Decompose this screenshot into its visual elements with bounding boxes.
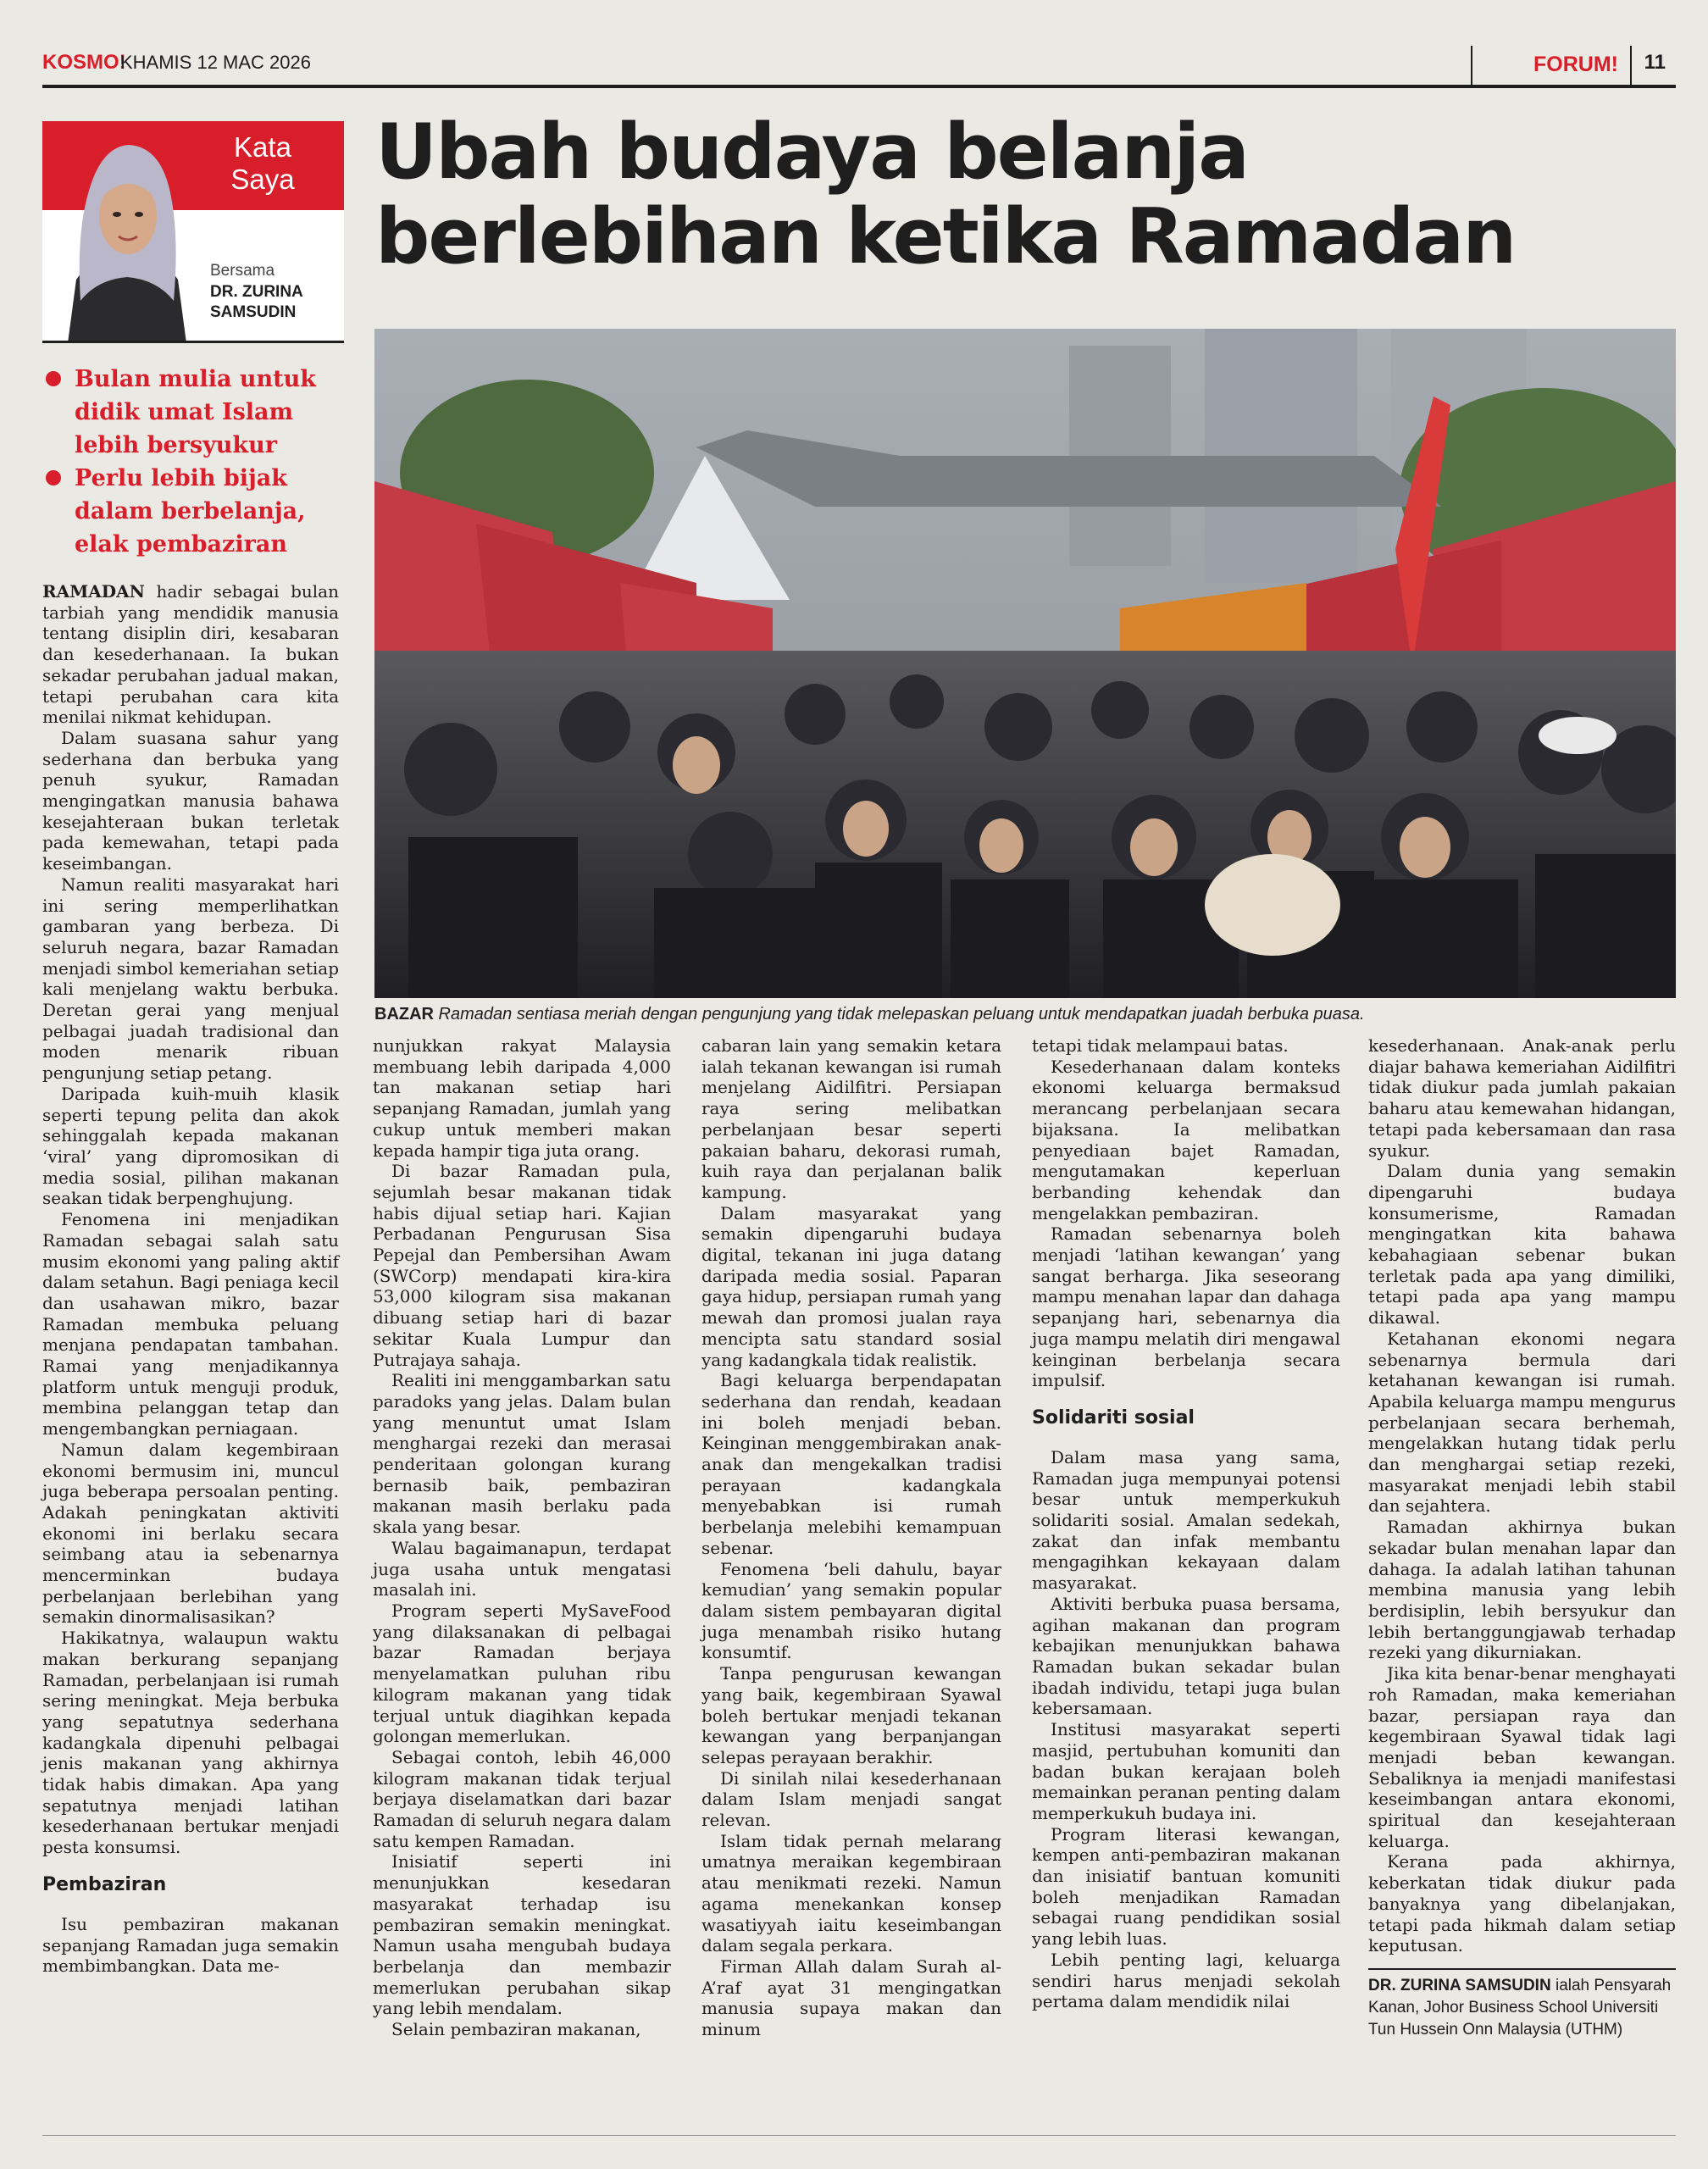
paragraph bbox=[42, 581, 339, 728]
subheading: Solidariti sosial bbox=[1032, 1406, 1195, 1428]
paragraph: Kesederhanaan dalam konteks ekonomi keluarga bermaksud merancang perbelanjaan secara bijaksana. Ia melibatkan penyediaan bajet Ramadan, mengutamakan keperluan berbanding kehendak dan mengelakkan pembaziran. bbox=[1032, 1056, 1340, 1223]
footer-rule bbox=[42, 2135, 1676, 2136]
section-label: FORUM! bbox=[1533, 53, 1618, 76]
paragraph: Ramadan akhirnya bukan sekadar bulan menahan lapar dan dahaga. Ia adalah latihan tahunan membina manusia yang lebih berdisiplin, lebih bersyukur dan lebih bertanggungjawab terhadap rezeki yang dikurniakan. bbox=[1368, 1517, 1676, 1663]
paragraph: Hakikatnya, walaupun waktu makan berkurang sepanjang Ramadan, perbelanjaan isi rumah sering meningkat. Meja berbuka yang sepatutnya sederhana kadangkala dipenuhi pelbagai jenis makanan yang akhirnya tidak habis dimakan. Apa yang sepatutnya menjadi latihan kesederhanaan bertukar menjadi pesta konsumsi. bbox=[42, 1628, 339, 1858]
bullet-dot-icon bbox=[46, 371, 61, 386]
page-header bbox=[42, 44, 1676, 88]
paragraph: Bagi keluarga berpendapatan sederhana dan rendah, keadaan ini boleh menjadi beban. Keinginan menggembirakan anak-anak dan mengekalkan tradisi perayaan kadangkala menyebabkan isi rumah berbelanja melebihi kemampuan sebenar. bbox=[702, 1370, 1001, 1558]
headline: Ubah budaya belanja berlebihan ketika Ramadan bbox=[375, 108, 1516, 281]
paragraph: Fenomena ini menjadikan Ramadan sebagai salah satu musim ekonomi yang paling aktif dalam setahun. Bagi peniaga kecil dan usahawan mikro, bazar Ramadan membuka peluang menjana pendapatan tambahan. Ramai yang menjadikannya platform untuk menguji produk, membina pelanggan tetap dan mengembangkan perniagaan. bbox=[42, 1209, 339, 1440]
paragraph: Dalam masa yang sama, Ramadan juga mempunyai potensi besar untuk memperkukuh solidariti sosial. Amalan sedekah, zakat dan infak membantu mengagihkan kekayaan dalam masyarakat. bbox=[1032, 1446, 1340, 1594]
columnist-box bbox=[42, 121, 344, 343]
bio-name: DR. ZURINA SAMSUDIN bbox=[1368, 1976, 1551, 1994]
issue-date: KHAMIS 12 MAC 2026 bbox=[120, 52, 311, 73]
highlight-text: Perlu lebih bijak dalam berbelanja, elak pembaziran bbox=[75, 465, 306, 558]
with-label: Bersama bbox=[210, 262, 275, 280]
paragraph: Selain pembaziran makanan, bbox=[391, 2019, 641, 2040]
paragraph: Islam tidak pernah melarang umatnya meraikan kegembiraan atau menikmati rezeki. Namun agama menekankan konsep wasatiyyah iaitu keseimbangan dalam segala perkara. bbox=[702, 1830, 1001, 1956]
bio-text: ialah Pensyarah Kanan, Johor Business School Universiti Tun Hussein Onn Malaysia (UTHM) bbox=[1368, 1976, 1672, 2039]
paragraph: Lebih penting lagi, keluarga sendiri harus menjadi sekolah pertama dalam mendidik nilai bbox=[1032, 1949, 1340, 2012]
article-column-3 bbox=[702, 1035, 1001, 2040]
newspaper-brand: KOSMO! bbox=[42, 51, 126, 74]
article-column-2 bbox=[373, 1035, 671, 2040]
highlights-list bbox=[42, 363, 347, 561]
paragraph: cabaran lain yang semakin ketara ialah tekanan kewangan isi rumah menjelang Aidilfitri. Persiapan raya sering melibatkan perbelanjaan besar seperti pakaian baharu, dekorasi rumah, kuih raya dan perjalanan balik kampung. bbox=[702, 1035, 1001, 1202]
highlight-item bbox=[42, 363, 347, 462]
paragraph: Daripada kuih-muih klasik seperti tepung pelita dan akok sehinggalah kepada makanan ‘viral’ yang dipromosikan di media sosial, pilihan makanan seakan tidak berpenghujung. bbox=[42, 1083, 339, 1209]
paragraph: nunjukkan rakyat Malaysia membuang lebih daripada 4,000 tan makanan setiap hari sepanjang Ramadan, jumlah yang cukup untuk memberi makan kepada hampir tiga juta orang. bbox=[373, 1035, 671, 1161]
paragraph: Namun dalam kegembiraan ekonomi bermusim ini, muncul juga beberapa persoalan penting. Adakah peningkatan aktiviti ekonomi ini berlaku secara seimbang atau ia sebenarnya mencerminkan budaya perbelanjaan berlebihan yang semakin dinormalisasikan? bbox=[42, 1439, 339, 1628]
photo-caption bbox=[374, 1005, 1676, 1024]
paragraph: Ramadan sebenarnya boleh menjadi ‘latihan kewangan’ yang sangat berharga. Jika seseorang mampu menahan lapar dan dahaga sepanjang hari, sebenarnya dia juga mampu melatih diri mengawal keinginan berbelanja secara impulsif. bbox=[1032, 1223, 1340, 1391]
paragraph: Namun realiti masyarakat hari ini sering memperlihatkan gambaran yang berbeza. Di seluruh negara, bazar Ramadan menjadi simbol kemeriahan setiap kali menjelang waktu berbuka. Deretan gerai yang menjual pelbagai juadah tradisional dan moden menarik ribuan pengunjung setiap petang. bbox=[42, 874, 339, 1084]
paragraph-text: hadir sebagai bulan tarbiah yang mendidik manusia tentang disiplin diri, kesabaran dan kesederhanaan. Ia bukan sekadar perubahan jadual makan, tetapi perubahan cara kita menilai nikmat kehidupan. bbox=[42, 581, 339, 728]
paragraph: Program literasi kewangan, kempen anti-pembaziran makanan dan inisiatif bantuan komuniti boleh menjadikan Ramadan sebagai ruang pendidikan sosial yang lebih luas. bbox=[1032, 1823, 1340, 1950]
paragraph: Di sinilah nilai kesederhanaan dalam Islam menjadi sangat relevan. bbox=[702, 1767, 1001, 1831]
highlight-item bbox=[42, 462, 347, 561]
lead-word: RAMADAN bbox=[42, 581, 145, 602]
article-column-5 bbox=[1368, 1035, 1676, 2041]
caption-lead: BAZAR bbox=[374, 1005, 434, 1023]
paragraph: Inisiatif seperti ini menunjukkan kesedaran masyarakat terhadap isu pembaziran semakin meningkat. Namun usaha mengubah budaya berbelanja dan membazir memerlukan perubahan sikap yang lebih mendalam. bbox=[373, 1851, 671, 2019]
highlight-text: Bulan mulia untuk didik umat Islam lebih bersyukur bbox=[75, 366, 316, 458]
caption-text: Ramadan sentiasa meriah dengan pengunjung yang tidak melepaskan peluang untuk mendapatkan juadah berbuka puasa. bbox=[434, 1005, 1365, 1023]
author-bio bbox=[1368, 1968, 1676, 2041]
paragraph: Aktiviti berbuka puasa bersama, agihan makanan dan program kebajikan menunjukkan bahawa Ramadan bukan sekadar bulan ibadah individu, tetapi juga bulan kebersamaan. bbox=[1032, 1593, 1340, 1719]
bazaar-photo bbox=[374, 329, 1676, 998]
paragraph: Institusi masyarakat seperti masjid, pertubuhan komuniti dan badan bukan kerajaan boleh memainkan peranan penting dalam memperkukuh budaya ini. bbox=[1032, 1719, 1340, 1823]
section-box bbox=[1471, 46, 1632, 85]
subheading: Pembaziran bbox=[42, 1873, 167, 1895]
paragraph: Isu pembaziran makanan sepanjang Ramadan juga semakin membimbangkan. Data me- bbox=[42, 1913, 339, 1977]
article-column-1 bbox=[42, 581, 339, 1977]
paragraph: Ketahanan ekonomi negara sebenarnya bermula dari ketahanan kewangan isi rumah. Apabila keluarga mampu mengurus perbelanjaan secara berhemah, mengelakkan hutang tidak perlu dan menghargai setiap rezeki, masyarakat menjadi lebih stabil dan sejahtera. bbox=[1368, 1328, 1676, 1517]
paragraph: tetapi tidak melampaui batas. bbox=[1032, 1035, 1289, 1056]
author-portrait bbox=[51, 131, 203, 343]
paragraph: Kerana pada akhirnya, keberkatan tidak diukur pada banyaknya yang dibelanjakan, tetapi pada hikmah dalam setiap keputusan. bbox=[1368, 1851, 1676, 1956]
paragraph: Tanpa pengurusan kewangan yang baik, kegembiraan Syawal boleh bertukar menjadi tekanan kewangan yang berpanjangan selepas perayaan berakhir. bbox=[702, 1663, 1001, 1767]
paragraph: Realiti ini menggambarkan satu paradoks yang jelas. Dalam bulan yang menuntut umat Islam menghargai rezeki dan merasai penderitaan golongan kurang bernasib baik, pembaziran makanan masih berlaku pada skala yang besar. bbox=[373, 1370, 671, 1538]
article-column-4 bbox=[1032, 1035, 1340, 2012]
column-name: Kata Saya bbox=[230, 131, 295, 195]
columnist-author: DR. ZURINA SAMSUDIN bbox=[210, 283, 303, 321]
paragraph: Walau bagaimanapun, terdapat juga usaha untuk mengatasi masalah ini. bbox=[373, 1537, 671, 1600]
page-number: 11 bbox=[1644, 51, 1666, 74]
paragraph: Fenomena ‘beli dahulu, bayar kemudian’ yang semakin popular dalam sistem pembayaran digital juga menambah risiko hutang konsumtif. bbox=[702, 1558, 1001, 1663]
paragraph: Sebagai contoh, lebih 46,000 kilogram makanan tidak terjual berjaya diselamatkan dari bazar Ramadan di seluruh negara dalam satu kempen Ramadan. bbox=[373, 1746, 671, 1851]
bullet-dot-icon bbox=[46, 470, 61, 485]
paragraph: Firman Allah dalam Surah al-A’raf ayat 31 mengingatkan manusia supaya makan dan minum bbox=[702, 1955, 1001, 2040]
paragraph: kesederhanaan. Anak-anak perlu diajar bahawa kemeriahan Aidilfitri tidak diukur pada jumlah pakaian baharu atau kemewahan hidangan, tetapi pada kebersamaan dan rasa syukur. bbox=[1368, 1035, 1676, 1161]
paragraph: Dalam suasana sahur yang sederhana dan berbuka yang penuh syukur, Ramadan mengingatkan manusia bahawa kesejahteraan bukan terletak pada kemewahan, tetapi pada keseimbangan. bbox=[42, 727, 339, 874]
paragraph: Di bazar Ramadan pula, sejumlah besar makanan tidak habis dijual setiap hari. Kajian Perbadanan Pengurusan Sisa Pepejal dan Pembersihan Awam (SWCorp) mendapati kira-kira 53,000 kilogram sisa makanan dibuang setiap hari di bazar sekitar Kuala Lumpur dan Putrajaya sahaja. bbox=[373, 1161, 671, 1370]
bazaar-crowd-illustration bbox=[374, 329, 1676, 998]
paragraph: Dalam masyarakat yang semakin dipengaruhi budaya digital, tekanan ini juga datang daripada media sosial. Paparan gaya hidup, persiapan rumah yang mewah dan promosi jualan raya mencipta satu standard sosial yang kadangkala tidak realistik. bbox=[702, 1202, 1001, 1370]
paragraph: Jika kita benar-benar menghayati roh Ramadan, maka kemeriahan bazar, persiapan raya dan kegembiraan Syawal tidak lagi menjadi beban kewangan. Sebaliknya ia menjadi manifestasi keseimbangan antara ekonomi, spiritual dan kesejahteraan keluarga. bbox=[1368, 1663, 1676, 1851]
paragraph: Program seperti MySaveFood yang dilaksanakan di pelbagai bazar Ramadan berjaya menyelamatkan puluhan ribu kilogram makanan yang tidak terjual untuk diagihkan kepada golongan memerlukan. bbox=[373, 1600, 671, 1747]
paragraph: Dalam dunia yang semakin dipengaruhi budaya konsumerisme, Ramadan mengingatkan kita bahawa kebahagiaan sebenar bukan terletak pada apa yang dimiliki, tetapi pada apa yang mampu dikawal. bbox=[1368, 1161, 1676, 1329]
